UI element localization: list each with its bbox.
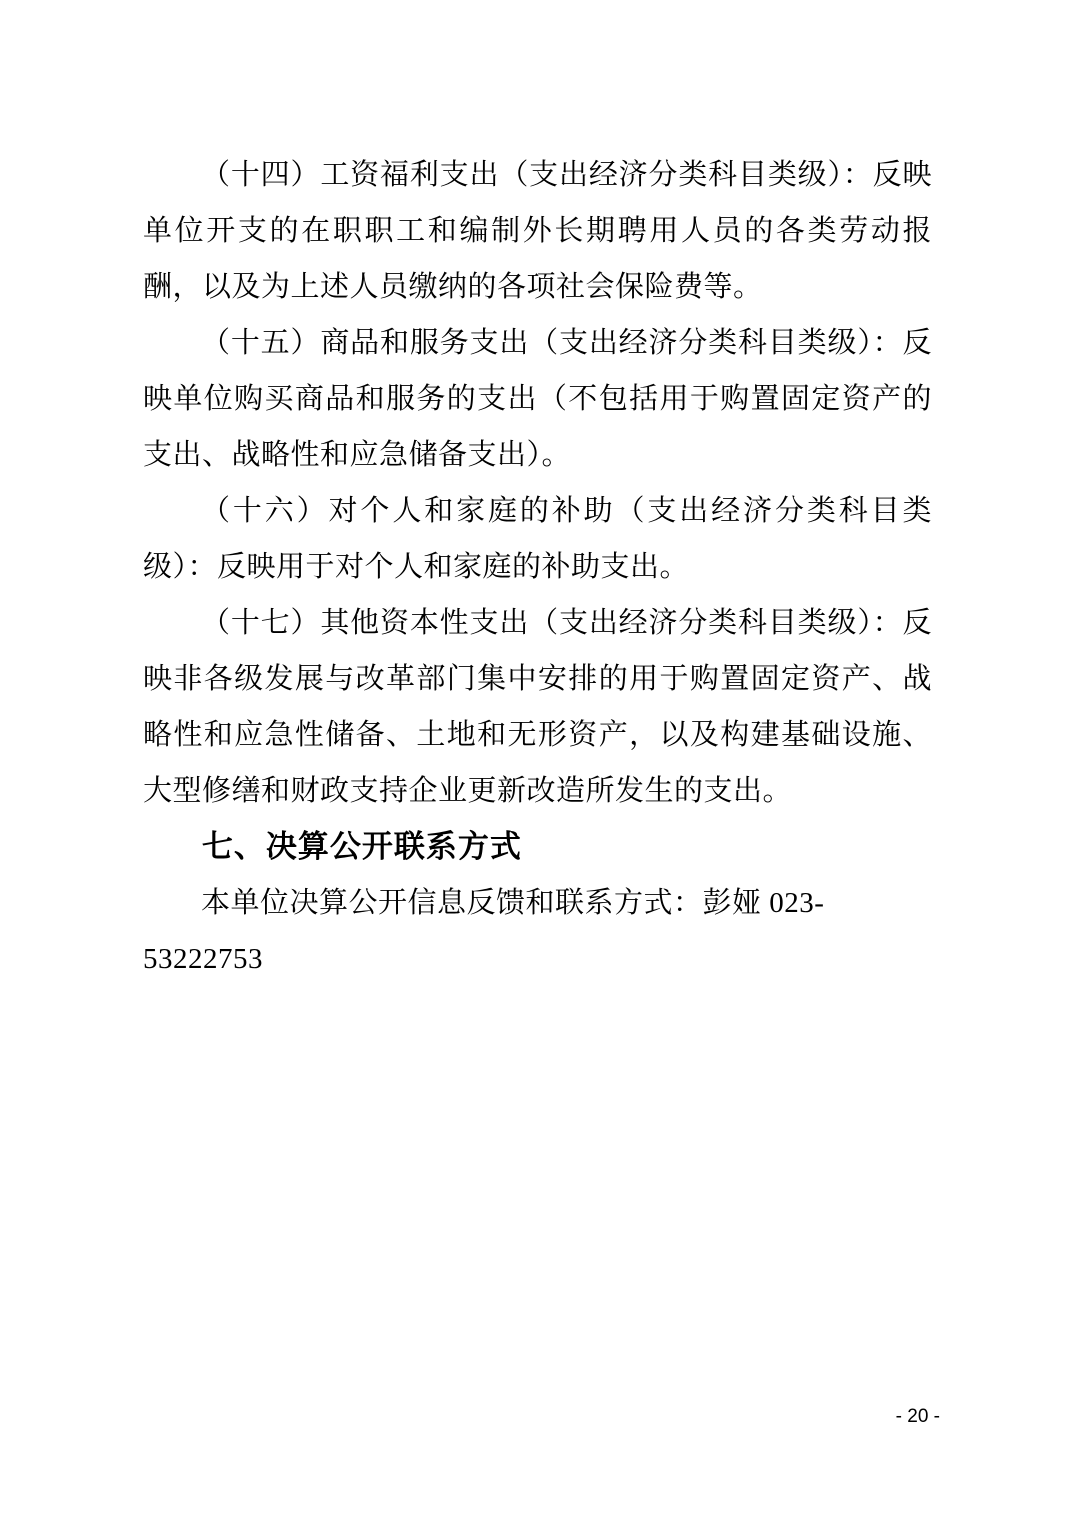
paragraph-expense-other-capital: （十七）其他资本性支出（支出经济分类科目类级）：反映非各级发展与改革部门集中安排的用于购置固定资产、战略性和应急性储备、土地和无形资产，以及构建基础设施、大型修缮和财政支持企业更新改造所发生的支出。 — [143, 607, 932, 807]
paragraph-expense-wages: （十四）工资福利支出（支出经济分类科目类级）：反映单位开支的在职职工和编制外长期聘用人员的各类劳动报酬，以及为上述人员缴纳的各项社会保险费等。 — [143, 159, 932, 303]
section-heading-contact: 七、决算公开联系方式 — [201, 829, 522, 864]
contact-line: 本单位决算公开信息反馈和联系方式：彭娅 023-53222753 — [143, 887, 825, 975]
paragraph-expense-goods-services: （十五）商品和服务支出（支出经济分类科目类级）：反映单位购买商品和服务的支出（不包括用于购置固定资产的支出、战略性和应急储备支出）。 — [143, 327, 932, 471]
page-number: - 20 - — [895, 1406, 940, 1427]
document-body — [143, 147, 932, 987]
paragraph-expense-individual-family-subsidy: （十六）对个人和家庭的补助（支出经济分类科目类级）：反映用于对个人和家庭的补助支出。 — [143, 495, 932, 583]
